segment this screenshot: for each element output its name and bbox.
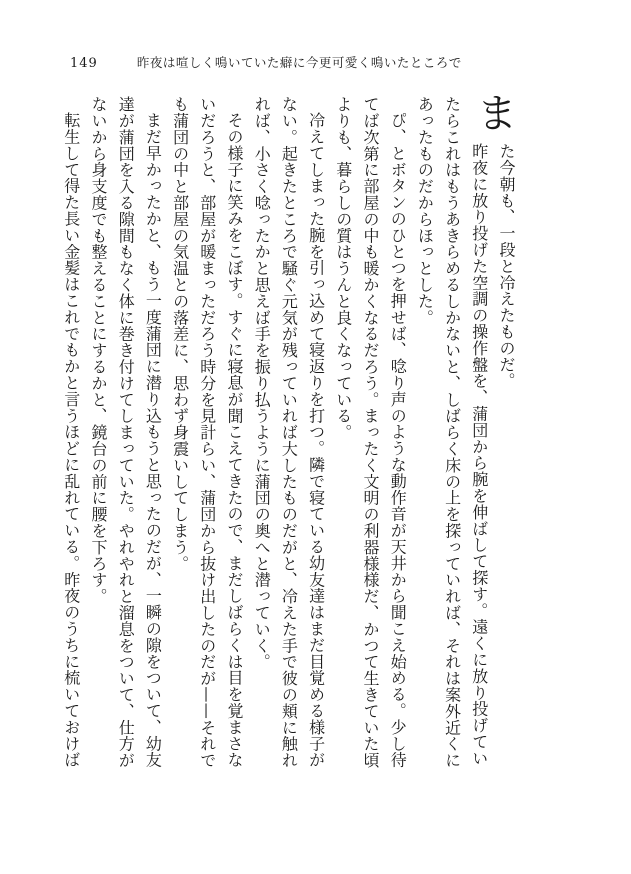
- text-column-3: たらこれはもうあきらめるしかないと、しばらく床の上を探っていれば、それは案外近くに: [442, 96, 462, 769]
- text-column-11: その様子に笑みをこぼす。すぐに寝息が聞こえてきたので、まだしばらくは目を覚まさな: [225, 112, 244, 769]
- text-column-5: ぴ、とボタンのひとつを押せば、唸り声のような動作音が天井から聞こえ始める。少し待: [388, 112, 408, 769]
- text-column-14: まだ早かったかと、もう一度蒲団に潜り込もうと思ったのだが、一瞬の隙をついて、幼友: [143, 112, 163, 769]
- text-column-16: ないから身支度でも整えることにするかと、鏡台の前に腰を下ろす。: [89, 96, 108, 605]
- text-column-13: も蒲団の中と部屋の気温との落差に、思わず身震いしてしまう。: [170, 96, 190, 572]
- text-column-10: れば、小さく唸ったかと思えば手を振り払うように蒲団の奥へと潜っていく。: [252, 96, 272, 670]
- text-column-7: よりも、暮らしの質はうんと良くなっている。: [333, 96, 353, 441]
- text-column-4: あったものだからほっとした。: [415, 96, 435, 326]
- drop-cap: ま: [477, 91, 517, 137]
- text-column-8: 冷えてしまった腕を引っ込めて寝返りを打つ。隣で寝ている幼友達はまだ目覚める様子が: [306, 112, 326, 769]
- text-column-2: 昨夜に放り投げた空調の操作盤を、蒲団から腕を伸ばして探す。遠くに放り投げてい: [469, 142, 489, 766]
- text-column-15: 達が蒲団を入る隙間もなく体に巻き付けてしまっていた。やれやれと溜息をついて、仕方が: [116, 96, 136, 769]
- text-column-9: ない。起きたところで騒ぐ元気が残っていれば大したものだがと、冷えた手で彼の頬に触れ: [279, 96, 299, 769]
- text-column-1: た今朝も、一段と冷えたものだ。: [497, 142, 516, 389]
- page-number: 149: [70, 56, 98, 71]
- running-title: 昨夜は喧しく鳴いていた癖に今更可愛く鳴いたところで: [136, 55, 462, 70]
- text-column-12: いだろうと、部屋が暖まっただろう時分を見計らい、蒲団から抜け出したのだが——それで: [197, 96, 217, 769]
- text-column-17: 転生して得た長い金髪はこれでもかと言うほどに乱れている。昨夜のうちに梳いておけば: [61, 112, 81, 769]
- text-column-6: てば次第に部屋の中も暖かくなるだろう。まったく文明の利器様様だ、かつて生きていた頃: [361, 96, 380, 769]
